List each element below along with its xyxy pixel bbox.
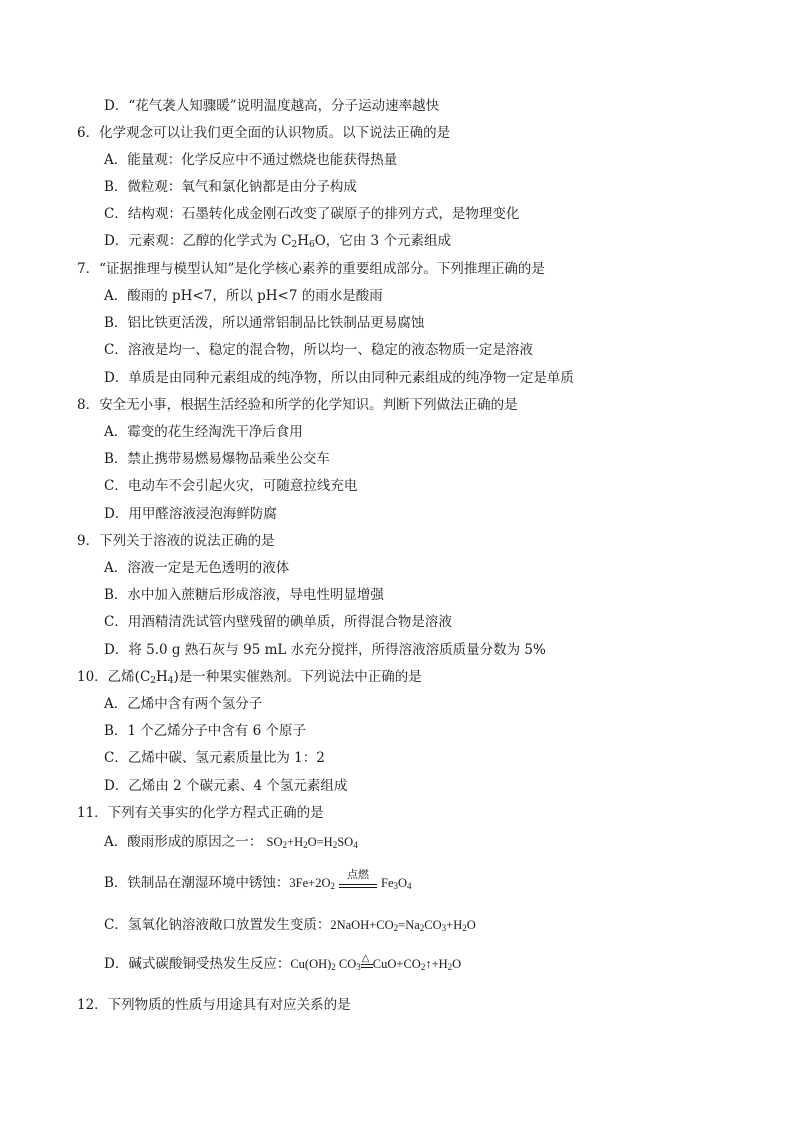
q6-option-a: A．能量观：化学反应中不通过燃烧也能获得热量: [104, 152, 398, 168]
q7-option-a: A．酸雨的 pH<7，所以 pH<7 的雨水是酸雨: [104, 288, 383, 304]
q6d-sub-h: 6: [308, 240, 315, 250]
q9-option-a: A．溶液一定是无色透明的液体: [104, 560, 290, 576]
q6d-sub-c: 2: [291, 240, 298, 250]
q10-sub-h: 4: [167, 676, 174, 686]
q9-option-c: C．用酒精清洗试管内壁残留的碘单质，所得混合物是溶液: [104, 614, 452, 630]
q5-option-d: D．“花气袭人知骤暖”说明温度越高，分子运动速率越快: [104, 98, 440, 114]
q11c-text: C．氢氧化钠溶液敞口放置发生变质：: [104, 917, 331, 933]
q10-option-c: C．乙烯中碳、氢元素质量比为 1：2: [104, 750, 325, 766]
question-8: 8．安全无小事，根据生活经验和所学的化学知识。判断下列做法正确的是: [77, 397, 518, 413]
q11-option-b: [104, 867, 412, 895]
question-10: [77, 668, 422, 690]
q8-option-c: C．电动车不会引起火灾，可随意拉线充电: [104, 478, 358, 494]
q6-option-b: B．微粒观：氧气和氯化钠都是由分子构成: [104, 179, 357, 195]
q11d-equation: $Cu(OH)_2$ $CO_3$: [290, 957, 361, 972]
question-7: 7．“证据推理与模型认知”是化学核心素养的重要组成部分。下列推理正确的是: [77, 261, 545, 277]
q11b-condition-label: 点燃: [347, 867, 369, 881]
q11d-heat-symbol: △: [361, 952, 370, 964]
q6d-h: H: [297, 233, 309, 249]
q10-sub-c: 2: [150, 676, 157, 686]
q11b-condition: [339, 867, 377, 893]
q11a-equation: $SO_2+H_2O=H_2SO_4$: [266, 835, 358, 850]
q8-option-b: B．禁止携带易燃易爆物品乘坐公交车: [104, 451, 330, 467]
q6d-text-1: D．元素观：乙醇的化学式为 C: [104, 233, 292, 249]
q11d-heat-condition: [361, 952, 373, 974]
question-9: 9．下列关于溶液的说法正确的是: [77, 533, 275, 549]
q9-option-d: D．将 5.0 g 熟石灰与 95 mL 水充分搅拌，所得溶液溶质质量分数为 5%: [104, 642, 546, 658]
q11-option-c: [104, 916, 476, 937]
q11a-text: A．酸雨形成的原因之一：: [104, 834, 263, 850]
q9-option-b: B．水中加入蔗糖后形成溶液，导电性明显增强: [104, 587, 384, 603]
q10-text-1: 10．乙烯(C: [77, 669, 151, 685]
q10-option-a: A．乙烯中含有两个氢分子: [104, 696, 263, 712]
q7-option-b: B．铝比铁更活泼，所以通常铝制品比铁制品更易腐蚀: [104, 315, 425, 331]
q6-option-d: [104, 232, 451, 254]
q11c-equation: $2NaOH+CO_2=Na_2CO_3+H_2O$: [330, 918, 476, 933]
q6-option-c: C．结构观：石墨转化成金刚石改变了碳原子的排列方式，是物理变化: [104, 206, 520, 222]
q8-option-a: A．霉变的花生经淘洗干净后食用: [104, 424, 303, 440]
q10-option-d: D．乙烯由 2 个碳元素、4 个氢元素组成: [104, 778, 348, 794]
q11b-product: $Fe_3O_4$: [381, 876, 412, 891]
question-6: 6．化学观念可以让我们更全面的认识物质。以下说法正确的是: [77, 125, 451, 141]
question-12: 12．下列物质的性质与用途具有对应关系的是: [77, 997, 351, 1013]
q11-option-d: [104, 952, 462, 976]
q11d-product: $CuO+CO_2↑+H_2O$: [372, 957, 462, 972]
q6d-text-2: O，它由 3 个元素组成: [314, 233, 451, 249]
q7-option-d: D．单质是由同种元素组成的纯净物，所以由同种元素组成的纯净物一定是单质: [104, 370, 574, 386]
q11b-text: B．铁制品在潮湿环境中锈蚀：: [104, 875, 290, 891]
question-11: 11．下列有关事实的化学方程式正确的是: [77, 805, 324, 821]
q10-text-2: )是一种果实催熟剂。下列说法中正确的是: [173, 669, 422, 685]
q10-h: H: [156, 669, 168, 685]
q11-option-a: [104, 833, 358, 854]
q7-option-c: C．溶液是均一、稳定的混合物，所以均一、稳定的液态物质一定是溶液: [104, 342, 533, 358]
q8-option-d: D．用甲醛溶液浸泡海鲜防腐: [104, 506, 277, 522]
q11b-equation: $3Fe+2O_2$: [289, 876, 335, 891]
q11d-text: D．碱式碳酸铜受热发生反应：: [104, 956, 291, 972]
q10-option-b: B．1 个乙烯分子中含有 6 个原子: [104, 723, 306, 739]
